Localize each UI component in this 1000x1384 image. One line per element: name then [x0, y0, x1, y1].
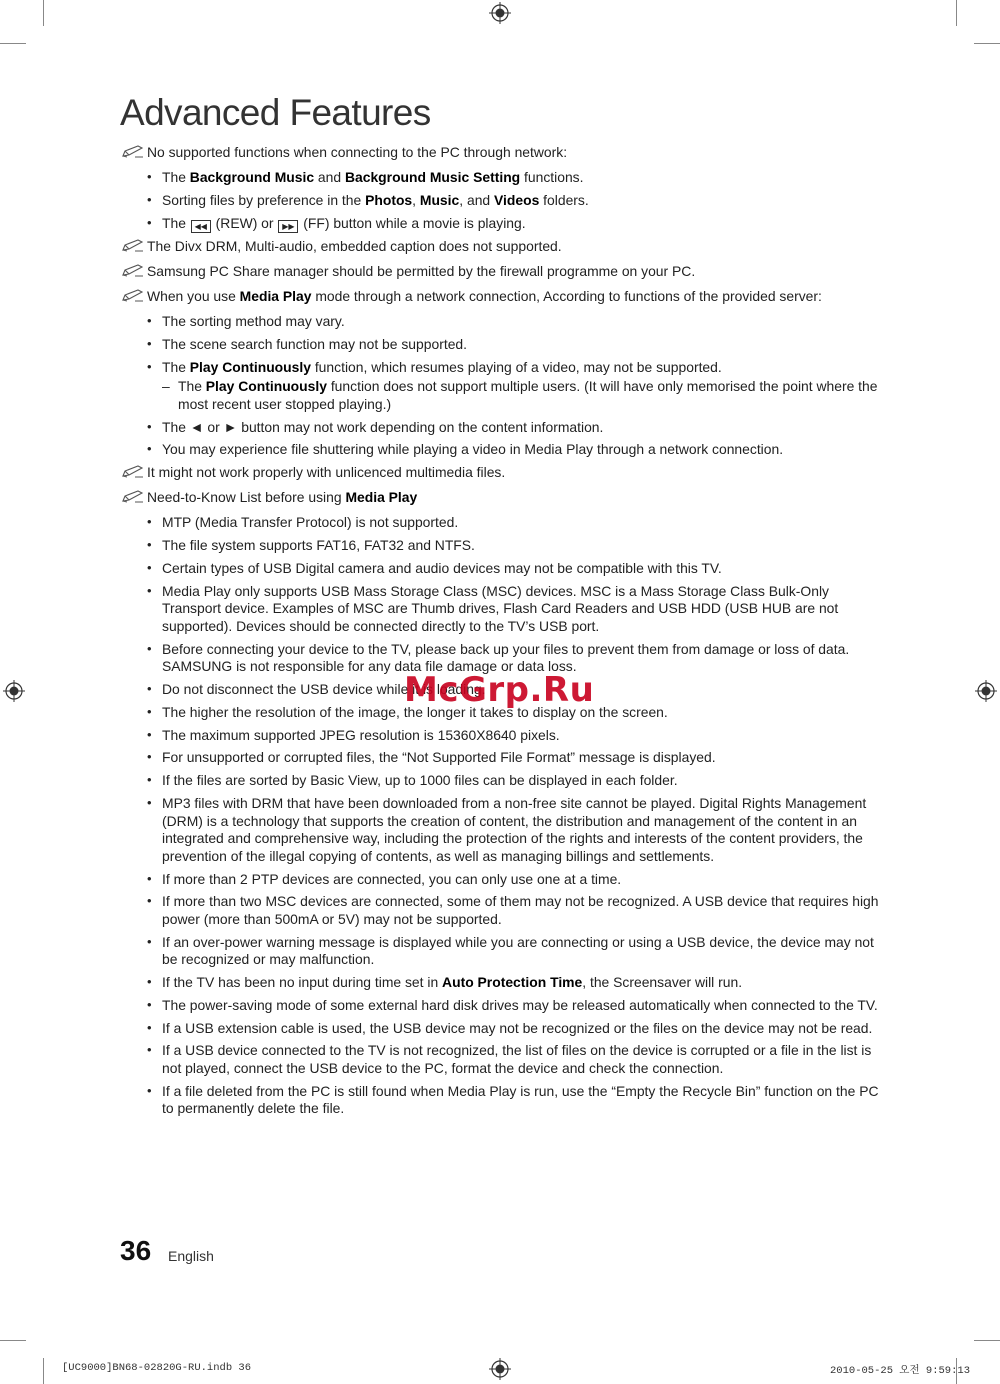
crop-mark: [974, 1340, 1000, 1341]
bullet-item: [121, 583, 881, 636]
text-run: If an over-power warning message is displayed while you are connecting or using a USB device, the device may not be recognized or may malfunction.: [162, 933, 874, 968]
registration-mark-icon: [489, 1358, 511, 1380]
crop-mark: [43, 0, 44, 26]
registration-mark-icon: [489, 2, 511, 24]
text-run: If more than two MSC devices are connected, some of them may not be recognized. A USB device that requires high power (more than 500mA or 5V) may not be supported.: [162, 893, 879, 927]
text-run: The: [178, 378, 206, 395]
bullet-item: [121, 871, 881, 889]
text-run: MTP (Media Transfer Protocol) is not supported.: [162, 514, 459, 531]
text-run: The higher the resolution of the image, the longer it takes to display on the screen.: [162, 703, 668, 720]
registration-mark-icon: [975, 680, 997, 702]
bullet-item: [121, 514, 881, 532]
rewind-icon: ◀◀: [191, 220, 211, 233]
text-run: The maximum supported JPEG resolution is 15360X8640 pixels.: [162, 726, 560, 743]
text-run: If the TV has been no input during time set in: [162, 974, 443, 991]
text-run: The: [162, 214, 190, 231]
bullet-item: [121, 215, 881, 233]
note-paragraph: [121, 288, 881, 306]
bullet-item: [121, 934, 881, 969]
pencil-note-icon: [121, 465, 145, 479]
text-run: and: [314, 169, 345, 186]
bullet-item: [121, 893, 881, 928]
crop-mark: [0, 1340, 26, 1341]
notes-content: [121, 144, 881, 1123]
bullet-item: [121, 1020, 881, 1038]
text-run: Need-to-Know List before using: [147, 489, 346, 506]
bullet-item: [121, 1083, 881, 1118]
text-run: When you use: [147, 288, 240, 305]
bullet-item: [121, 749, 881, 767]
pencil-note-icon: [121, 239, 145, 253]
note-paragraph: [121, 464, 881, 482]
bullet-item: [121, 192, 881, 210]
emphasis-text: Media Play: [239, 288, 312, 305]
emphasis-text: Photos: [365, 191, 413, 208]
text-run: If a file deleted from the PC is still found when Media Play is run, use the “Empty the Recycle Bin” function on the PC to permanently delete the file.: [162, 1082, 879, 1117]
text-run: Media Play only supports USB Mass Storage Class (MSC) devices. MSC is a Mass Storage Class Bulk-Only Transport device. Examples of MSC are Thumb drives, Flash Card Readers and USB HDD (USB HUB are not supported). Devices should be connected directly to the TV’s USB port.: [162, 582, 839, 634]
text-run: The Divx DRM, Multi-audio, embedded caption does not supported.: [147, 237, 562, 254]
note-paragraph: [121, 263, 881, 281]
text-run: ,: [412, 191, 420, 208]
emphasis-text: Background Music: [189, 169, 315, 186]
bullet-item: [121, 313, 881, 331]
crop-mark: [956, 0, 957, 26]
text-run: , the Screensaver will run.: [582, 974, 743, 991]
text-run: No supported functions when connecting to the PC through network:: [147, 144, 568, 160]
text-run: , and: [459, 191, 495, 208]
note-paragraph: [121, 144, 881, 162]
text-run: If a USB extension cable is used, the USB device may not be recognized or the files on the device may not be read.: [162, 1019, 873, 1036]
text-run: functions.: [520, 169, 584, 186]
emphasis-text: Music: [419, 191, 460, 208]
text-run: The: [162, 169, 190, 186]
page-title: Advanced Features: [120, 92, 431, 133]
text-run: Before connecting your device to the TV, please back up your files to prevent them from damage or loss of data. SAMSUNG is not responsible for any data file damage or data loss.: [162, 640, 850, 675]
watermark: McGrp.Ru: [404, 670, 595, 710]
text-run: It might not work properly with unlicenced multimedia files.: [147, 464, 506, 481]
text-run: For unsupported or corrupted files, the “Not Supported File Format” message is displayed.: [162, 749, 716, 766]
text-run: function, which resumes playing of a video, may not be supported.: [310, 358, 722, 375]
pencil-note-icon: [121, 289, 145, 303]
bullet-item: [121, 441, 881, 459]
bullet-item: [121, 419, 881, 437]
text-run: Certain types of USB Digital camera and audio devices may not be compatible with this TV.: [162, 559, 722, 576]
text-run: Sorting files by preference in the: [162, 191, 366, 208]
text-run: folders.: [539, 191, 589, 208]
bullet-item: [121, 359, 881, 377]
text-run: Samsung PC Share manager should be permitted by the firewall programme on your PC.: [147, 262, 696, 279]
text-run: Do not disconnect the USB device while it is loading.: [162, 681, 486, 698]
note-paragraph: [121, 238, 881, 256]
text-run: The sorting method may vary.: [162, 313, 345, 330]
text-run: The file system supports FAT16, FAT32 and NTFS.: [162, 537, 475, 554]
text-run: (FF) button while a movie is playing.: [299, 214, 526, 231]
emphasis-text: Play Continuously: [189, 358, 311, 375]
emphasis-text: Background Music Setting: [344, 169, 521, 186]
bullet-item: [121, 537, 881, 555]
emphasis-text: Media Play: [345, 489, 418, 506]
bullet-item: [121, 974, 881, 992]
bullet-item: [121, 560, 881, 578]
sub-bullet-item: [121, 378, 881, 413]
text-run: MP3 files with DRM that have been downloaded from a non-free site cannot be played. Digital Rights Management (DRM) is a technology that supports the creation of content, the distribution and management of the content in an integrated and comprehensive way, including the protection of the rights and interests of the content providers, the prevention of the illegal copying of contents, as well as managing billings and settlements.: [162, 795, 867, 864]
text-run: The power-saving mode of some external hard disk drives may be released automatically when connected to the TV.: [162, 996, 878, 1013]
page-number: 36: [120, 1235, 152, 1266]
emphasis-text: Videos: [494, 191, 540, 208]
bullet-item: [121, 727, 881, 745]
emphasis-text: Auto Protection Time: [442, 974, 583, 991]
bullet-item: [121, 997, 881, 1015]
registration-mark-icon: [3, 680, 25, 702]
note-paragraph: [121, 489, 881, 507]
pencil-note-icon: [121, 145, 145, 159]
text-run: If a USB device connected to the TV is not recognized, the list of files on the device is corrupted or a file in the list is not played, connect the USB device to the PC, format the device and check the connection.: [162, 1042, 872, 1077]
text-run: You may experience file shuttering while playing a video in Media Play through a network connection.: [162, 441, 784, 458]
crop-mark: [974, 43, 1000, 44]
bullet-item: [121, 795, 881, 865]
bullet-item: [121, 772, 881, 790]
text-run: The: [162, 358, 190, 375]
text-run: The scene search function may not be supported.: [162, 335, 468, 352]
bullet-item: [121, 169, 881, 187]
crop-mark: [0, 43, 26, 44]
bullet-item: [121, 336, 881, 354]
text-run: If the files are sorted by Basic View, up to 1000 files can be displayed in each folder.: [162, 772, 678, 789]
bullet-item: [121, 1042, 881, 1077]
text-run: If more than 2 PTP devices are connected, you can only use one at a time.: [162, 870, 622, 887]
text-run: The ◄ or ► button may not work depending on the content information.: [162, 418, 604, 435]
pencil-note-icon: [121, 490, 145, 504]
text-run: function does not support multiple users. (It will have only memorised the point where the most recent user stopped playing.): [178, 378, 878, 413]
page-language: English: [168, 1248, 214, 1264]
text-run: (REW) or: [211, 214, 278, 231]
crop-mark: [43, 1358, 44, 1384]
fast-forward-icon: ▶▶: [278, 220, 298, 233]
emphasis-text: Play Continuously: [205, 378, 327, 395]
text-run: mode through a network connection, According to functions of the provided server:: [311, 288, 822, 305]
print-footer-file: [UC9000]BN68-02820G-RU.indb 36: [62, 1362, 252, 1374]
pencil-note-icon: [121, 264, 145, 278]
print-footer-date: 2010-05-25 오전 9:59:13: [830, 1365, 971, 1377]
